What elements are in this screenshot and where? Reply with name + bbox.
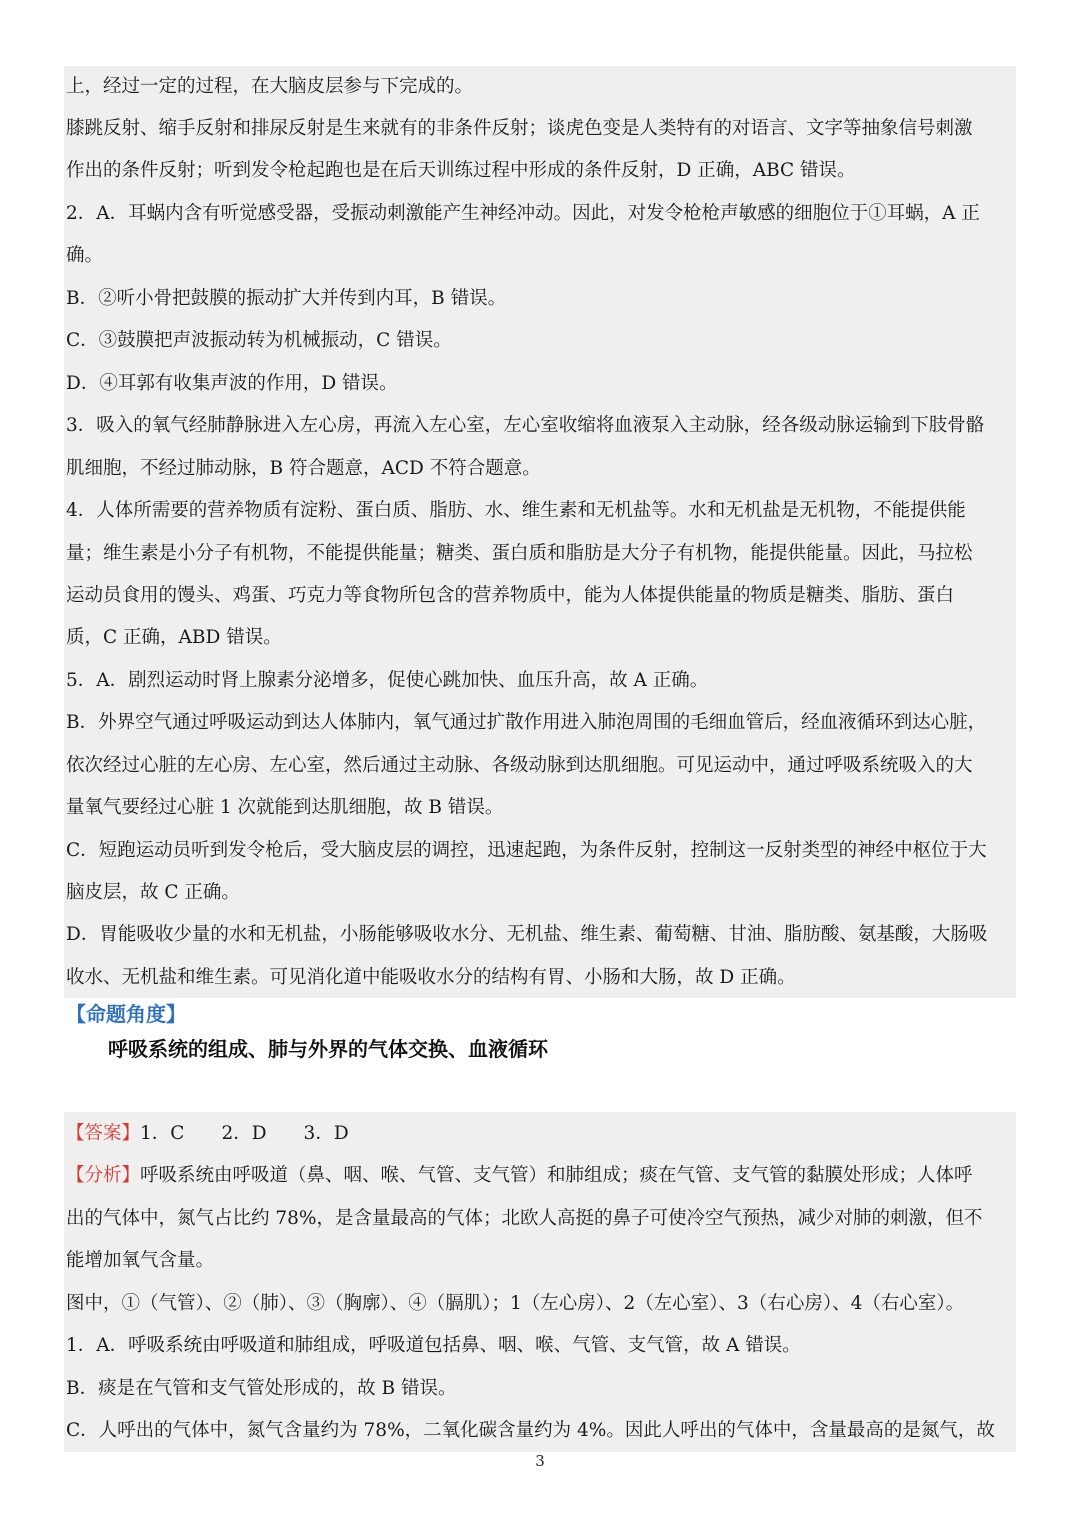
text-line: C．短跑运动员听到发令枪后，受大脑皮层的调控，迅速起跑，为条件反射，控制这一反射类型的神经中枢位于大 [66,840,987,861]
text-line: 运动员食用的馒头、鸡蛋、巧克力等食物所包含的营养物质中，能为人体提供能量的物质是糖类、脂肪、蛋白 [66,585,955,606]
text-line: 量；维生素是小分子有机物，不能提供能量；糖类、蛋白质和脂肪是大分子有机物，能提供能量。因此，马拉松 [66,543,973,564]
text-line: 图中，①（气管）、②（肺）、③（胸廓）、④（膈肌）；1（左心房）、2（左心室）、3（右心房）、4（右心室）。 [66,1293,965,1314]
answer-text: 1．C 2．D 3．D [140,1123,349,1144]
text-line: B．外界空气通过呼吸运动到达人体肺内，氧气通过扩散作用进入肺泡周围的毛细血管后，经血液循环到达心脏， [66,712,987,733]
text-line: B．②听小骨把鼓膜的振动扩大并传到内耳，B 错误。 [66,288,507,309]
analysis-tag: 【分析】 [66,1165,141,1186]
text-line: D．④耳郭有收集声波的作用，D 错误。 [66,373,398,394]
text-line: C．③鼓膜把声波振动转为机械振动，C 错误。 [66,330,452,351]
analysis-text: 呼吸系统由呼吸道（鼻、咽、喉、气管、支气管）和肺组成；痰在气管、支气管的黏膜处形成；人体呼 [140,1165,973,1186]
answer-tag: 【答案】 [66,1123,141,1144]
text-line: 1．A．呼吸系统由呼吸道和肺组成，呼吸道包括鼻、咽、喉、气管、支气管，故 A 错误。 [66,1335,801,1356]
text-line: 收水、无机盐和维生素。可见消化道中能吸收水分的结构有胃、小肠和大肠，故 D 正确。 [66,967,796,988]
text-line: C．人呼出的气体中，氮气含量约为 78%，二氧化碳含量约为 4%。因此人呼出的气体中，含量最高的是氮气，故 [66,1420,995,1441]
section-subheading: 呼吸系统的组成、肺与外界的气体交换、血液循环 [108,1037,548,1061]
text-line: 质，C 正确，ABD 错误。 [66,627,282,648]
answer-line [66,1121,1012,1147]
text-line: 量氧气要经过心脏 1 次就能到达肌细胞，故 B 错误。 [66,797,504,818]
text-line: 膝跳反射、缩手反射和排尿反射是生来就有的非条件反射；谈虎色变是人类特有的对语言、文字等抽象信号刺激 [66,118,973,139]
text-line: 肌细胞，不经过肺动脉，B 符合题意，ACD 不符合题意。 [66,458,541,479]
text-line: 5．A．剧烈运动时肾上腺素分泌增多，促使心跳加快、血压升高，故 A 正确。 [66,670,709,691]
text-line: D．胃能吸收少量的水和无机盐，小肠能够吸收水分、无机盐、维生素、葡萄糖、甘油、脂肪酸、氨基酸，大肠吸 [66,924,988,945]
text-line: B．痰是在气管和支气管处形成的，故 B 错误。 [66,1378,457,1399]
analysis-line [66,1163,1012,1189]
text-line: 确。 [66,245,104,266]
text-line: 依次经过心脏的左心房、左心室，然后通过主动脉、各级动脉到达肌细胞。可见运动中，通过呼吸系统吸入的大 [66,755,973,776]
text-line: 2．A．耳蜗内含有听觉感受器，受振动刺激能产生神经冲动。因此，对发令枪枪声敏感的细胞位于①耳蜗，A 正 [66,203,980,224]
text-line: 3．吸入的氧气经肺静脉进入左心房，再流入左心室，左心室收缩将血液泵入主动脉，经各级动脉运输到下肢骨骼 [66,415,985,436]
section-heading: 【命题角度】 [66,1002,186,1026]
text-line: 4．人体所需要的营养物质有淀粉、蛋白质、脂肪、水、维生素和无机盐等。水和无机盐是无机物，不能提供能 [66,500,966,521]
page-number: 3 [535,1452,545,1470]
text-line: 能增加氧气含量。 [66,1250,215,1271]
text-line: 脑皮层，故 C 正确。 [66,882,240,903]
text-line: 作出的条件反射；听到发令枪起跑也是在后天训练过程中形成的条件反射，D 正确，ABC 错误。 [66,160,856,181]
text-line: 上，经过一定的过程，在大脑皮层参与下完成的。 [66,76,474,97]
text-line: 出的气体中，氮气占比约 78%，是含量最高的气体；北欧人高挺的鼻子可使冷空气预热，减少对肺的刺激，但不 [66,1208,983,1229]
